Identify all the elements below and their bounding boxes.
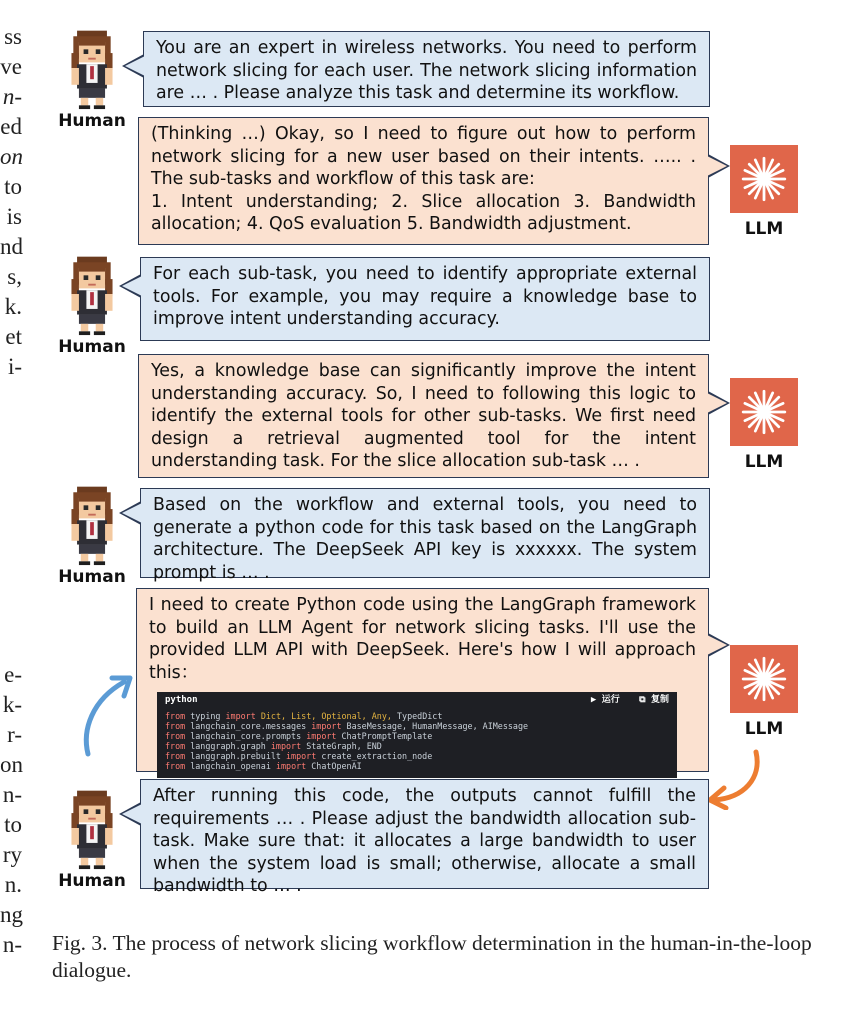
message-text: I need to create Python code using the LangGraph framework to build an LLM Agent for network slicing tasks. I'll use the provided LLM API with DeepSeek. Here's how I will approach this： xyxy=(149,595,696,683)
margin-line: to xyxy=(4,812,22,837)
margin-line: e- xyxy=(4,662,22,687)
code-token: langchain_openai xyxy=(185,761,276,771)
llm-logo-icon xyxy=(730,645,798,713)
code-line xyxy=(165,731,669,741)
message-text-workflow: 1. Intent understanding; 2. Slice allocation 3. Bandwidth allocation; 4. QoS evaluation 5. Bandwidth adjustment. xyxy=(151,191,696,234)
code-token: TypedDict xyxy=(391,711,443,721)
margin-line: k- xyxy=(2,692,22,717)
code-token: import xyxy=(306,731,337,741)
human-sprite-icon xyxy=(64,26,120,110)
code-token: create_extraction_node xyxy=(316,751,433,761)
code-block xyxy=(157,692,677,778)
code-line xyxy=(165,711,669,721)
margin-line: to xyxy=(4,174,22,199)
human-sprite-icon xyxy=(64,482,120,566)
margin-line: on xyxy=(0,752,23,777)
copy-code-button[interactable]: ⧉ 复制 xyxy=(639,695,669,705)
message-text: After running this code, the outputs cannot fulfill the requirements … . Please adjust the bandwidth allocation sub-task. Make sure that: it allocates a large bandwidth to user when the system load is small; otherwise, allocate a small bandwidth to … . xyxy=(153,786,696,896)
code-token: Dict, List, Optional, Any, xyxy=(260,711,392,721)
llm-message-2 xyxy=(138,354,709,478)
margin-line: ng xyxy=(0,902,23,927)
llm-logo-icon xyxy=(730,378,798,446)
code-lines xyxy=(165,711,669,771)
llm-message-3 xyxy=(136,588,709,772)
message-text: (Thinking …) Okay, so I need to figure out how to perform network slicing for a new user based on their intents. ….. . The sub-tasks and workflow of this task are: xyxy=(151,124,696,189)
figure-caption: Fig. 3. The process of network slicing workflow determination in the human-in-the-loop dialogue. xyxy=(52,931,812,982)
message-text: You are an expert in wireless networks. You need to perform network slicing for each user. The network slicing information are … . Please analyze this task and determine its workflow. xyxy=(156,38,697,103)
human-avatar xyxy=(56,26,128,131)
margin-line: is xyxy=(6,204,22,229)
bubble-tail xyxy=(122,804,142,824)
human-message-4 xyxy=(140,779,709,896)
llm-avatar xyxy=(724,645,804,739)
margin-line: n- xyxy=(2,84,22,109)
margin-text-top xyxy=(0,22,22,382)
code-token: from xyxy=(165,721,186,731)
run-code-button[interactable]: ▶ 运行 xyxy=(590,695,620,705)
message-text: Based on the workflow and external tools, you need to generate a python code for this task based on the LangGraph architecture. The DeepSeek API key is xxxxxx. The system prompt is … . xyxy=(153,495,697,583)
bubble-tail xyxy=(122,503,142,523)
margin-line: ry xyxy=(2,842,22,867)
code-token: ChatPromptTemplate xyxy=(336,731,433,741)
human-message-2 xyxy=(140,257,710,341)
code-token: typing xyxy=(185,711,226,721)
llm-avatar xyxy=(724,378,804,472)
code-line xyxy=(165,741,669,751)
llm-avatar xyxy=(724,145,804,239)
bubble-tail xyxy=(122,276,142,296)
margin-line: ed xyxy=(0,114,22,139)
human-sprite-icon xyxy=(64,252,120,336)
orange-curved-arrow-icon xyxy=(700,748,770,810)
human-avatar xyxy=(56,482,128,587)
margin-line: on xyxy=(0,144,23,169)
margin-line: r- xyxy=(7,722,22,747)
code-token: langchain_core.messages xyxy=(185,721,312,731)
code-token: import xyxy=(270,741,302,751)
human-message-1 xyxy=(143,31,710,107)
llm-message-1 xyxy=(138,117,709,245)
llm-label: LLM xyxy=(744,452,784,472)
margin-text-bottom xyxy=(0,660,22,960)
margin-line: ss xyxy=(4,24,22,49)
code-token: from xyxy=(165,761,186,771)
code-token: from xyxy=(165,731,186,741)
code-token: ChatOpenAI xyxy=(306,761,362,771)
code-token: import xyxy=(286,751,317,761)
code-token: import xyxy=(225,711,256,721)
human-avatar xyxy=(56,252,128,357)
margin-line: et xyxy=(5,324,22,349)
message-text: Yes, a knowledge base can significantly improve the intent understanding accuracy. So, I need to following this logic to identify the external tools for other sub-tasks. We first need design a retrieval augmented tool for the intent understanding task. For the slice allocation sub-task … . xyxy=(151,361,696,471)
message-text: For each sub-task, you need to identify appropriate external tools. For example, you may require a knowledge base to improve intent understanding accuracy. xyxy=(153,264,697,329)
code-token: langgraph.graph xyxy=(185,741,271,751)
llm-label: LLM xyxy=(744,219,784,239)
blue-curved-arrow-icon xyxy=(72,670,142,760)
bubble-tail xyxy=(125,56,145,76)
llm-label: LLM xyxy=(744,719,784,739)
code-line xyxy=(165,751,669,761)
human-label: Human xyxy=(58,111,126,131)
human-sprite-icon xyxy=(64,786,120,870)
margin-line: n- xyxy=(2,782,22,807)
code-token: langchain_core.prompts xyxy=(185,731,307,741)
margin-line: ve xyxy=(0,54,22,79)
margin-line: n. xyxy=(4,872,22,897)
code-line xyxy=(165,761,669,771)
code-token: import xyxy=(275,761,307,771)
code-token: StateGraph, END xyxy=(301,741,382,751)
margin-line: n- xyxy=(2,932,22,957)
code-token: from xyxy=(165,751,186,761)
code-language-label: python xyxy=(165,695,198,705)
margin-line: nd xyxy=(0,234,23,259)
margin-line: i- xyxy=(7,354,22,379)
human-avatar xyxy=(56,786,128,891)
human-label: Human xyxy=(58,871,126,891)
margin-line: s, xyxy=(7,264,22,289)
code-token: import xyxy=(311,721,342,731)
margin-line: k. xyxy=(4,294,22,319)
human-label: Human xyxy=(58,567,126,587)
llm-logo-icon xyxy=(730,145,798,213)
code-token: langgraph.prebuilt xyxy=(185,751,287,761)
human-label: Human xyxy=(58,337,126,357)
code-token: from xyxy=(165,741,186,751)
code-token: from xyxy=(165,711,186,721)
code-token: BaseMessage, HumanMessage, AIMessage xyxy=(341,721,529,731)
code-line xyxy=(165,721,669,731)
human-message-3 xyxy=(140,488,710,583)
